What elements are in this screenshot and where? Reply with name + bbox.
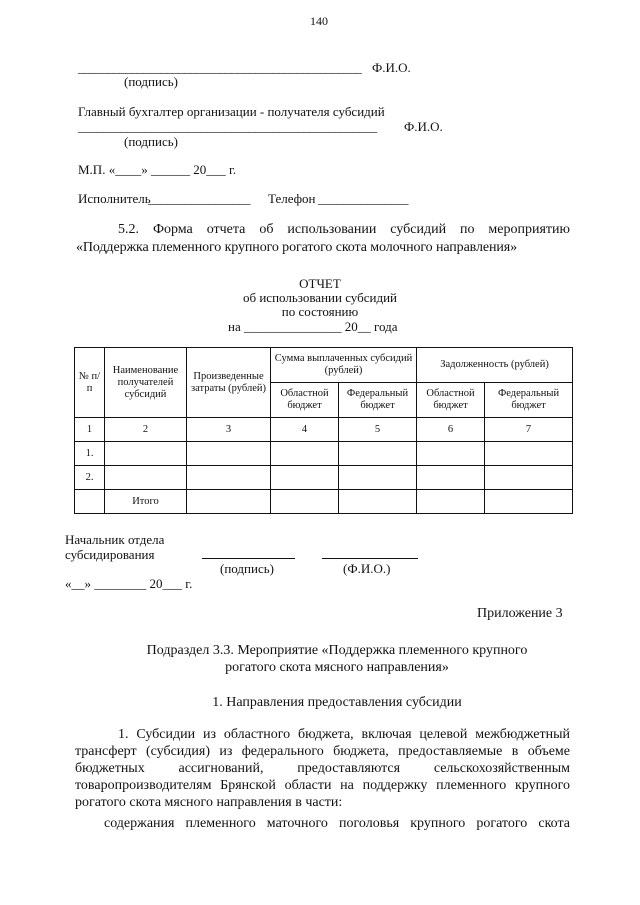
report-title: ОТЧЕТ	[299, 276, 341, 291]
table-cell	[75, 490, 105, 514]
report-date-line: на _______________ 20__ года	[228, 319, 398, 334]
table-cell	[485, 466, 573, 490]
paragraph-line: 1. Субсидии из областного бюджета, включая целевой межбюджетный	[118, 727, 570, 742]
col-number-header: № п/п	[75, 348, 105, 418]
head-signature-line	[202, 558, 295, 559]
subsection-title-line1: Подраздел 3.3. Мероприятие «Поддержка племенного крупного	[146, 643, 528, 658]
page-number: 140	[310, 14, 328, 28]
paragraph-line: трансферт (субсидия) из федерального бюджета, предоставляемые в объеме	[75, 744, 570, 759]
fio-label: Ф.И.О.	[372, 60, 411, 75]
table-cell	[271, 466, 339, 490]
section-title: 1. Направления предоставления субсидии	[212, 695, 462, 710]
col-costs-header: Произведенные затраты (рублей)	[187, 348, 271, 418]
col-paid-header: Сумма выплаченных субсидий (рублей)	[271, 348, 417, 383]
signature-caption: (подпись)	[124, 74, 178, 89]
form-heading-line1: 5.2. Форма отчета об использовании субсидий по мероприятию	[118, 222, 570, 237]
stamp-date-line: М.П. «____» ______ 20___ г.	[78, 162, 237, 177]
row-number-cell: 1.	[75, 442, 105, 466]
signature-line: ________________________________________________	[78, 60, 362, 75]
total-label: Итого	[105, 490, 187, 514]
table-cell	[485, 442, 573, 466]
table-row	[75, 466, 573, 490]
table-cell	[187, 442, 271, 466]
table-cell	[339, 466, 417, 490]
index-cell: 7	[485, 418, 573, 442]
paragraph-line: товаропроизводителям Брянской области на поддержку племенного крупного	[75, 778, 570, 793]
index-cell: 4	[271, 418, 339, 442]
index-cell: 2	[105, 418, 187, 442]
index-cell: 1	[75, 418, 105, 442]
head-signature-caption: (подпись)	[220, 561, 274, 576]
table-cell	[187, 490, 271, 514]
phone-line: _______________	[318, 191, 408, 206]
column-index-row	[75, 418, 573, 442]
table-cell	[105, 466, 187, 490]
appendix-label: Приложение 3	[477, 606, 563, 621]
head-title-line2: субсидирования	[65, 547, 155, 562]
form-heading-line2: «Поддержка племенного крупного рогатого скота молочного направления»	[76, 240, 518, 255]
table-cell	[271, 442, 339, 466]
report-subtitle-2: по состоянию	[281, 304, 359, 319]
paragraph-line: бюджетных ассигнований, предоставляются сельскохозяйственным	[75, 761, 570, 776]
table-cell	[105, 442, 187, 466]
col-recipient-header: Наименование получателей субсидий	[105, 348, 187, 418]
table-cell	[485, 490, 573, 514]
table-cell	[339, 490, 417, 514]
index-cell: 3	[187, 418, 271, 442]
phone-label: Телефон	[268, 191, 316, 206]
total-row	[75, 490, 573, 514]
table-cell	[339, 442, 417, 466]
head-fio-line	[322, 558, 418, 559]
head-title-line1: Начальник отдела	[65, 532, 165, 547]
debt-regional-header: Областной бюджет	[417, 383, 485, 418]
chief-accountant-label: Главный бухгалтер организации - получателя субсидий	[78, 104, 385, 119]
head-fio-caption: (Ф.И.О.)	[343, 561, 391, 576]
debt-federal-header: Федеральный бюджет	[485, 383, 573, 418]
executor-line: _________________	[148, 191, 250, 206]
subsection-title-line2: рогатого скота мясного направления»	[225, 660, 449, 675]
paid-regional-header: Областной бюджет	[271, 383, 339, 418]
table-cell	[417, 466, 485, 490]
table-cell	[417, 490, 485, 514]
index-cell: 6	[417, 418, 485, 442]
accountant-signature-caption: (подпись)	[124, 134, 178, 149]
col-debt-header: Задолженность (рублей)	[417, 348, 573, 383]
head-date-line: «__» ________ 20___ г.	[65, 576, 193, 591]
paragraph-line: содержания племенного маточного поголовья крупного рогатого скота	[104, 816, 570, 831]
paragraph-line: рогатого скота мясного направления в части:	[75, 795, 343, 810]
table-row	[75, 442, 573, 466]
index-cell: 5	[339, 418, 417, 442]
row-number-cell: 2.	[75, 466, 105, 490]
table-cell	[417, 442, 485, 466]
executor-label: Исполнитель	[78, 191, 151, 206]
table-cell	[271, 490, 339, 514]
accountant-signature-line: _________________________________________________	[78, 119, 377, 134]
table-cell	[187, 466, 271, 490]
accountant-fio-label: Ф.И.О.	[404, 119, 443, 134]
report-subtitle-1: об использовании субсидий	[242, 290, 397, 305]
report-table	[74, 347, 573, 514]
paid-federal-header: Федеральный бюджет	[339, 383, 417, 418]
